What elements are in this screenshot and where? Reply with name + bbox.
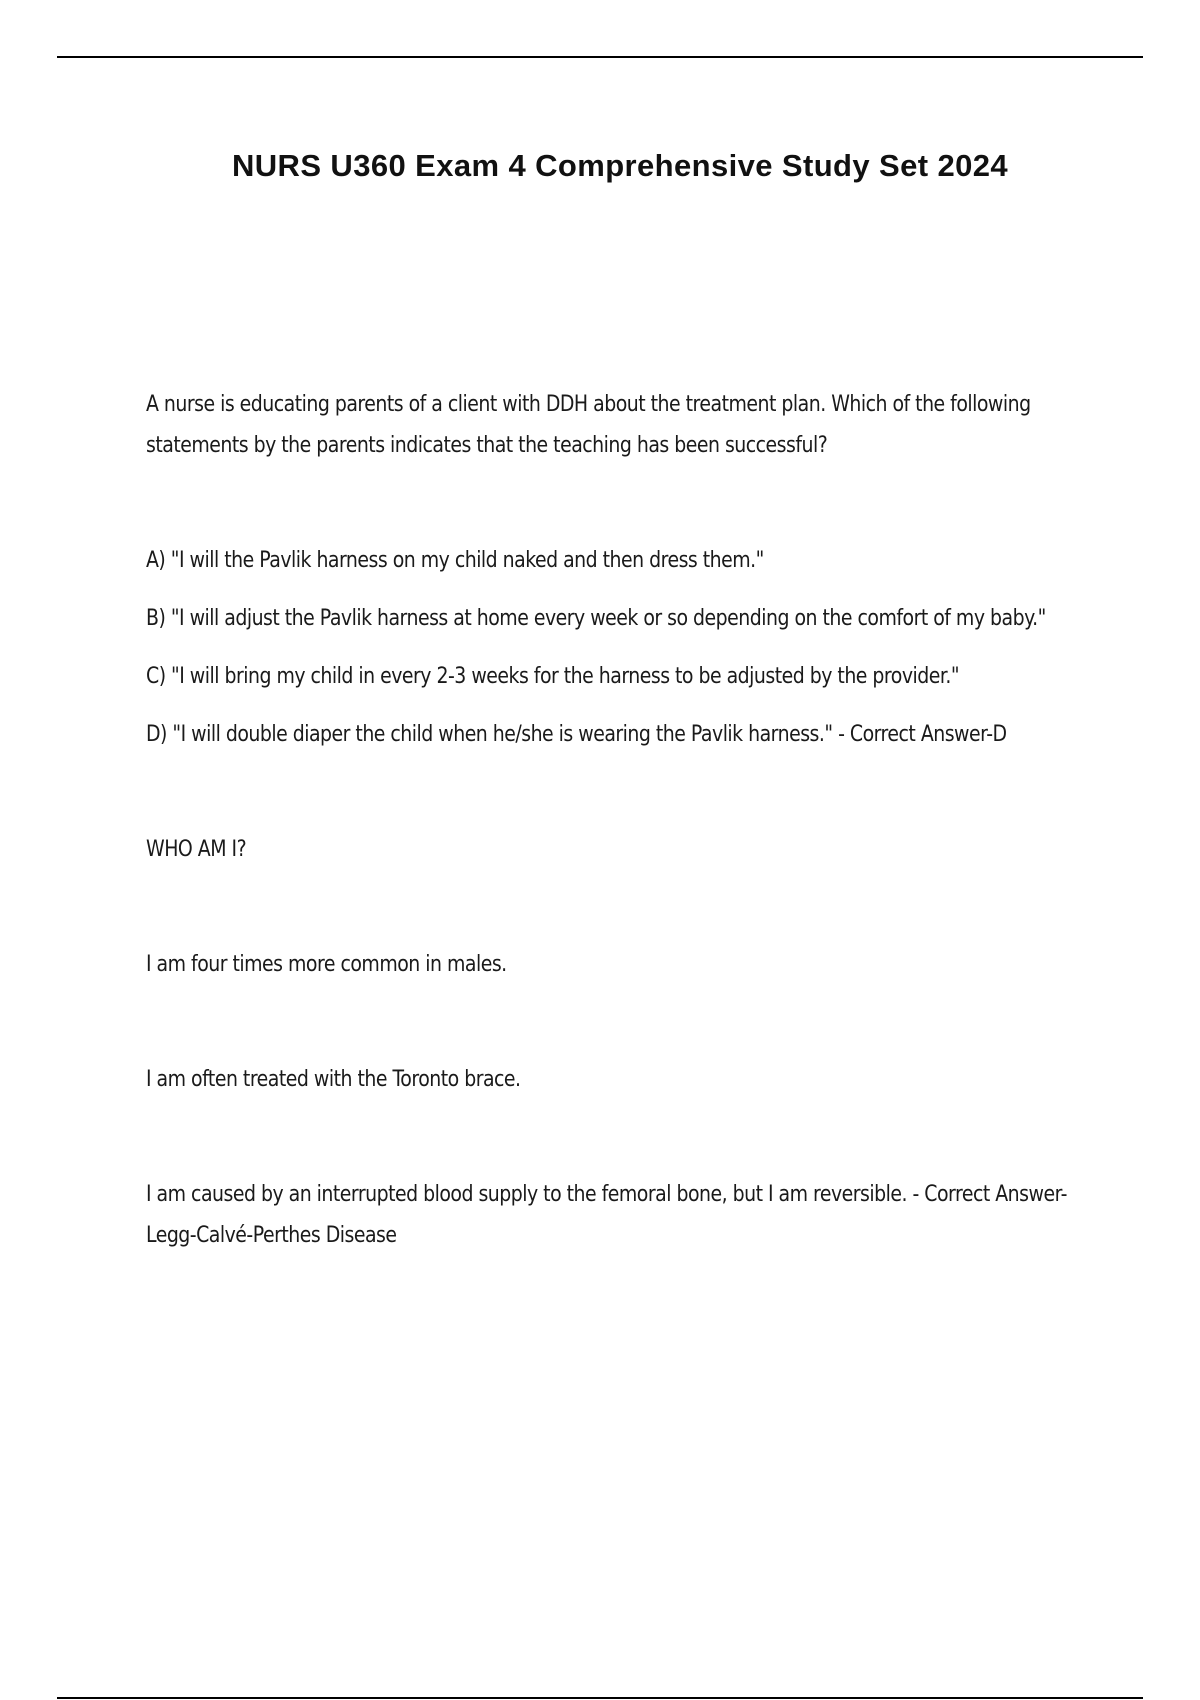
question-1-option-c: C) "I will bring my child in every 2-3 weeks for the harness to be adjusted by the provider." [146, 664, 960, 689]
page-title: NURS U360 Exam 4 Comprehensive Study Set 2024 [231, 148, 1009, 183]
question-2-clue-2: I am often treated with the Toronto brace. [146, 1067, 521, 1092]
top-rule [57, 56, 1143, 58]
question-2-heading: WHO AM I? [146, 837, 247, 862]
question-1-option-d: D) "I will double diaper the child when he/she is wearing the Pavlik harness." - Correct Answer-D [146, 722, 1007, 747]
question-2-clue-1: I am four times more common in males. [146, 952, 507, 977]
document-body [146, 384, 1067, 1256]
question-1-prompt: A nurse is educating parents of a client with DDH about the treatment plan. Which of the following statements by the parents indicates that the teaching has been successful? [146, 392, 1031, 458]
bottom-rule [57, 1697, 1143, 1699]
question-2-clue-3: I am caused by an interrupted blood supply to the femoral bone, but I am reversible. - Correct Answer-Legg-Calvé-Perthes Disease [146, 1182, 1067, 1248]
question-1-option-b: B) "I will adjust the Pavlik harness at home every week or so depending on the comfort of my baby." [146, 606, 1046, 631]
question-1-option-a: A) "I will the Pavlik harness on my child naked and then dress them." [146, 548, 764, 573]
